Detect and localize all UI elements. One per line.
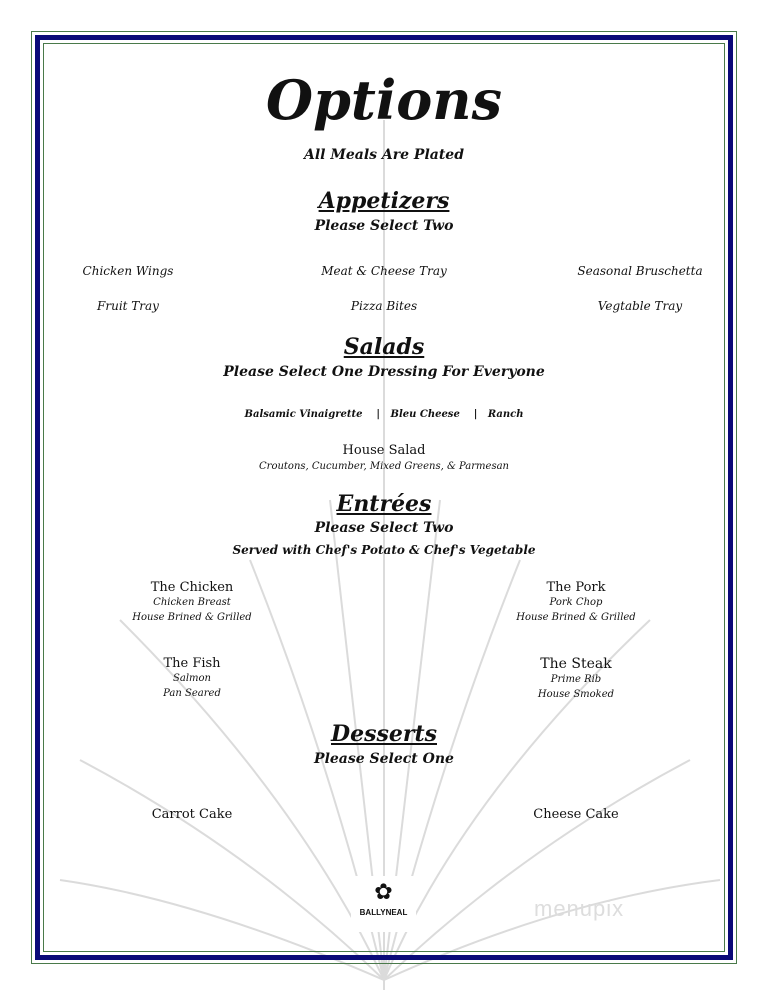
salad-name: House Salad <box>342 443 426 458</box>
entrees-instruction: Please Select Two <box>314 520 454 536</box>
entree-item <box>538 657 614 702</box>
appetizers-instruction: Please Select Two <box>314 218 454 234</box>
dressing-option: Balsamic Vinaigrette <box>244 409 363 420</box>
entree-item <box>163 656 221 701</box>
border-right <box>728 35 733 960</box>
appetizer-item: Vegtable Tray <box>597 299 683 313</box>
dessert-item: Cheese Cake <box>533 807 619 822</box>
dressing-option: Ranch <box>487 409 524 420</box>
flower-icon: ✿ <box>374 880 393 905</box>
dessert-item: Carrot Cake <box>151 807 233 822</box>
entree-detail: Salmon <box>173 673 211 684</box>
dressing-list <box>245 409 524 420</box>
entree-detail: Chicken Breast <box>153 597 231 608</box>
ballyneal-logo <box>351 876 416 932</box>
appetizer-item: Seasonal Bruschetta <box>577 264 703 278</box>
entree-name: The Steak <box>540 656 612 672</box>
subtitle: All Meals Are Plated <box>303 147 465 163</box>
appetizer-item: Chicken Wings <box>82 264 174 278</box>
menupix-watermark: menupix <box>534 896 625 921</box>
dressing-option: Bleu Cheese <box>390 409 460 420</box>
desserts-heading: Desserts <box>331 721 437 747</box>
appetizer-item: Meat & Cheese Tray <box>321 264 447 278</box>
separator: | <box>376 409 381 420</box>
appetizers-heading: Appetizers <box>318 188 450 214</box>
salads-instruction: Please Select One Dressing For Everyone <box>223 364 545 380</box>
border-left <box>35 35 40 960</box>
border-bottom <box>35 955 733 960</box>
entree-detail: House Brined & Grilled <box>132 612 252 623</box>
desserts-instruction: Please Select One <box>314 751 454 767</box>
entrees-heading: Entrées <box>336 491 432 517</box>
entree-detail: Pan Seared <box>163 688 221 699</box>
salads-heading: Salads <box>343 334 425 360</box>
entree-detail: House Smoked <box>537 689 615 700</box>
appetizer-item: Fruit Tray <box>97 299 159 313</box>
page-title: Options <box>266 68 502 132</box>
entree-name: The Chicken <box>150 580 234 595</box>
border-top <box>35 35 733 40</box>
entree-name: The Pork <box>546 580 606 595</box>
appetizer-item: Pizza Bites <box>350 299 418 313</box>
entree-detail: House Brined & Grilled <box>516 612 636 623</box>
entree-name: The Fish <box>163 656 221 671</box>
logo-text: BALLYNEAL <box>359 908 408 917</box>
entrees-note: Served with Chef's Potato & Chef's Vegetable <box>232 543 536 557</box>
separator: | <box>473 409 478 420</box>
entree-item <box>516 580 635 625</box>
entree-detail: Pork Chop <box>549 597 603 608</box>
salad-description: Croutons, Cucumber, Mixed Greens, & Parmesan <box>259 461 509 472</box>
entree-detail: Prime Rib <box>550 674 602 685</box>
entree-item <box>132 580 251 625</box>
